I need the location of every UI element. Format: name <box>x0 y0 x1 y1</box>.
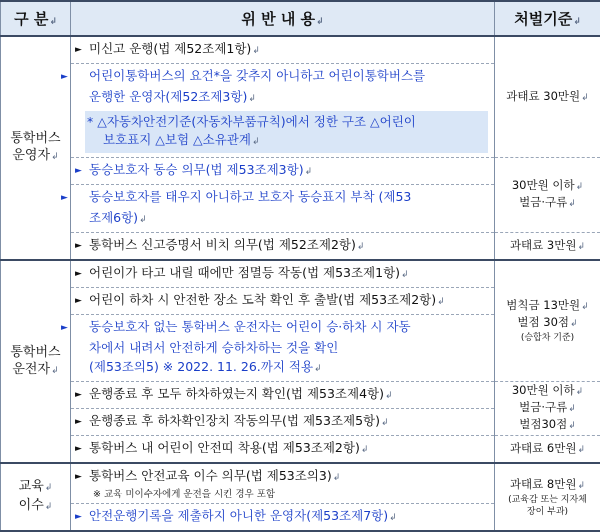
category-education: 교육↲ 이수↲ <box>1 463 71 531</box>
violation-row: ► 동승보호자를 태우지 아니하고 보호자 동승표지 부착 (제53 조제6항)↲ <box>71 185 495 233</box>
penalty-cell: 범칙금 13만원↲ 벌점 30점↲ (승합차 기준) <box>495 260 600 382</box>
violation-subnote: ※ 교육 미이수자에게 운전을 시킨 경우 포함 <box>75 488 490 501</box>
violation-row: ► 통학버스 안전교육 이수 의무(법 제53조의3)↲ ※ 교육 미이수자에게 운전을 시킨 경우 포함 <box>71 463 495 504</box>
violation-row: ► 어린이 하차 시 안전한 장소 도착 확인 후 출발(법 제53조제2항)↲ <box>71 288 495 315</box>
penalty-cell: 30만원 이하↲ 벌금·구류↲ 벌점30점↲ <box>495 382 600 436</box>
category-operator: 통학버스 운영자↲ <box>1 36 71 260</box>
violation-row: ► 어린이가 타고 내릴 때에만 점멸등 작동(법 제53조제1항)↲ <box>71 260 495 288</box>
violation-row: ► 안전운행기록을 제출하지 아니한 운영자(제53조제7항)↲ <box>71 504 495 532</box>
criteria-note: * △자동차안전기준(자동차부품규칙)에서 정한 구조 △어린이 보호표지 △보험 △소유관계↲ <box>85 111 488 153</box>
category-driver: 통학버스 운전자↲ <box>1 260 71 463</box>
violation-row: ► 통학버스 신고증명서 비치 의무(법 제52조제2항)↲ <box>71 233 495 261</box>
header-violation: 위 반 내 용↲ <box>71 1 495 36</box>
penalty-cell: 과태료 30만원↲ <box>495 36 600 158</box>
violation-row: ► 운행종료 후 하차확인장치 작동의무(법 제53조제5항)↲ <box>71 409 495 436</box>
penalty-cell: 과태료 8만원↲ (교육감 또는 지자체 장이 부과) <box>495 463 600 531</box>
violation-row: ► 미신고 운행(법 제52조제1항)↲ <box>71 36 495 64</box>
header-penalty: 처벌기준↲ <box>495 1 600 36</box>
header-category: 구 분↲ <box>1 1 71 36</box>
violation-row: ► 동승보호자 동승 의무(법 제53조제3항)↲ <box>71 158 495 185</box>
penalty-cell: 30만원 이하↲ 벌금·구류↲ <box>495 158 600 233</box>
violation-row: ► 통학버스 내 어린이 안전띠 착용(법 제53조제2항)↲ <box>71 436 495 464</box>
penalty-cell: 과태료 3만원↲ <box>495 233 600 261</box>
violation-row: ► 동승보호자 없는 통학버스 운전자는 어린이 승·하차 시 자동 차에서 내려서 안전하게 승하차하는 것을 확인 (제53조의5) ※ 2022. 11. 26.까지 적용↲ <box>71 315 495 382</box>
violation-row: ► 어린이통학버스의 요건*을 갖추지 아니하고 어린이통학버스를 운행한 운영자(제52조제3항)↲ * △자동차안전기준(자동차부품규칙)에서 정한 구조 △어린이 보호표지 △보험 △소유관계↲ <box>71 64 495 158</box>
penalty-cell: 과태료 6만원↲ <box>495 436 600 464</box>
violation-row: ► 운행종료 후 모두 하차하였는지 확인(법 제53조제4항)↲ <box>71 382 495 409</box>
